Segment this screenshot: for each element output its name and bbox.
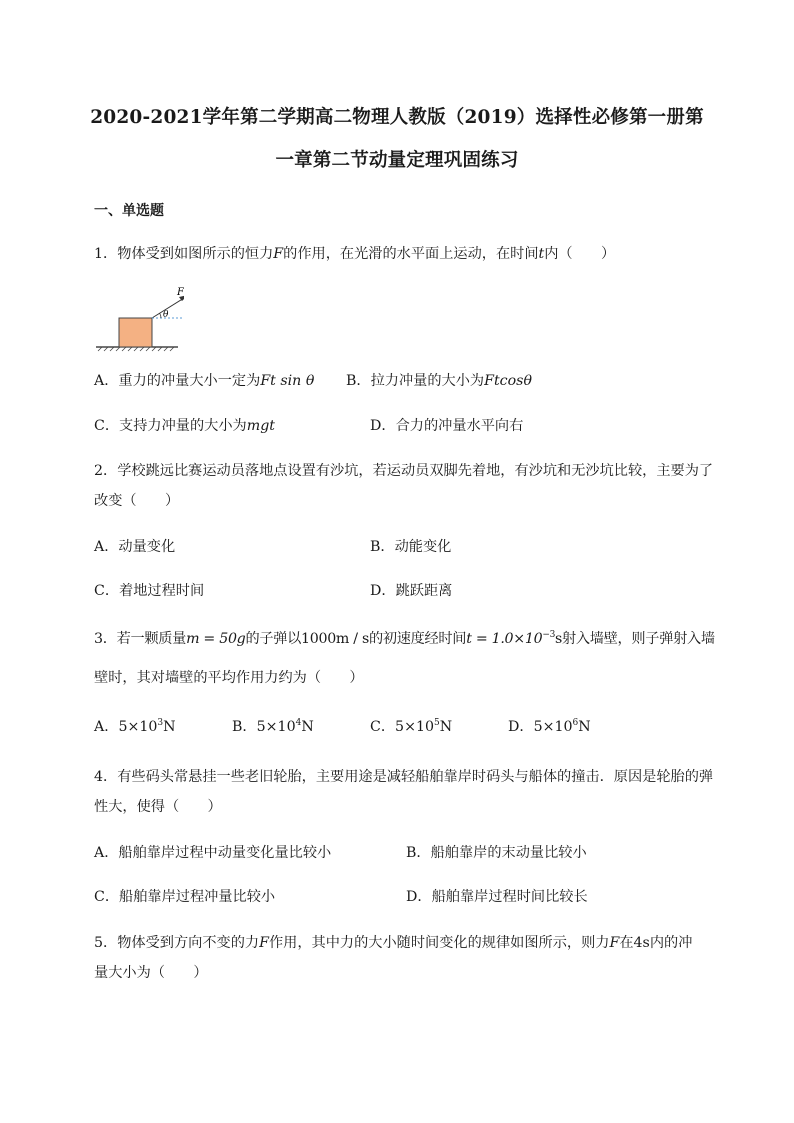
- document-title-line1: 2020-2021学年第二学期高二物理人教版（2019）选择性必修第一册第: [90, 107, 704, 128]
- q4-option-b: B．船舶靠岸的末动量比较小: [406, 845, 587, 861]
- question-4-stem-line1: 4．有些码头常悬挂一些老旧轮胎，主要用途是减轻船舶靠岸时码头与船体的撞击．原因是轮胎的弹: [94, 769, 714, 785]
- q1-option-d: D．合力的冲量水平向右: [370, 418, 524, 434]
- question-4-stem-line2: 性大，使得（ ）: [94, 799, 222, 815]
- angle-arc: [160, 313, 161, 318]
- q1-option-b: B．拉力冲量的大小为Ftcosθ: [346, 373, 532, 389]
- question-1-stem: 1．物体受到如图所示的恒力F的作用，在光滑的水平面上运动，在时间t内（ ）: [94, 246, 616, 262]
- angle-label: θ: [163, 310, 169, 320]
- q3-option-b: B．$5\times 10^4N$: [232, 718, 314, 735]
- question-3-stem-line1: 3．若一颗质量m = 50g的子弹以1000m / s的初速度经时间$t = 1.0\times 10^{-3}s$射入墙壁，则子弹射入墙: [94, 630, 715, 647]
- q4-option-d: D．船舶靠岸过程时间比较长: [406, 889, 588, 905]
- q2-option-a: A．动量变化: [94, 539, 176, 555]
- question-2-stem-line2: 改变（ ）: [94, 493, 180, 509]
- question-1-figure: [94, 285, 184, 355]
- q2-option-b: B．动能变化: [370, 539, 452, 555]
- force-label: F: [177, 287, 184, 298]
- question-5-stem-line1: 5．物体受到方向不变的力F作用，其中力的大小随时间变化的规律如图所示，则力F在4s内的冲: [94, 935, 693, 951]
- q3-option-c: C．$5\times 10^5N$: [370, 718, 453, 735]
- q1-option-a: A．重力的冲量大小一定为Ft sin θ: [94, 373, 315, 389]
- question-5-stem-line2: 量大小为（ ）: [94, 965, 208, 981]
- document-title-line2: 一章第二节动量定理巩固练习: [275, 150, 519, 171]
- q3-option-d: D．$5\times 10^6N$: [508, 718, 591, 735]
- q4-option-c: C．船舶靠岸过程冲量比较小: [94, 889, 276, 905]
- q3-option-a: A．$5\times 10^3N$: [94, 718, 176, 735]
- q2-option-c: C．着地过程时间: [94, 583, 205, 599]
- q1-option-c: C．支持力冲量的大小为mgt: [94, 418, 275, 434]
- section-heading-single-choice: 一、单选题: [94, 203, 164, 219]
- question-2-stem-line1: 2．学校跳远比赛运动员落地点设置有沙坑，若运动员双脚先着地，有沙坑和无沙坑比较，主要为了: [94, 463, 714, 479]
- question-3-stem-line2: 壁时，其对墙壁的平均作用力约为（ ）: [94, 670, 364, 686]
- q4-option-a: A．船舶靠岸过程中动量变化量比较小: [94, 845, 332, 861]
- q2-option-d: D．跳跃距离: [370, 583, 453, 599]
- block: [119, 318, 152, 347]
